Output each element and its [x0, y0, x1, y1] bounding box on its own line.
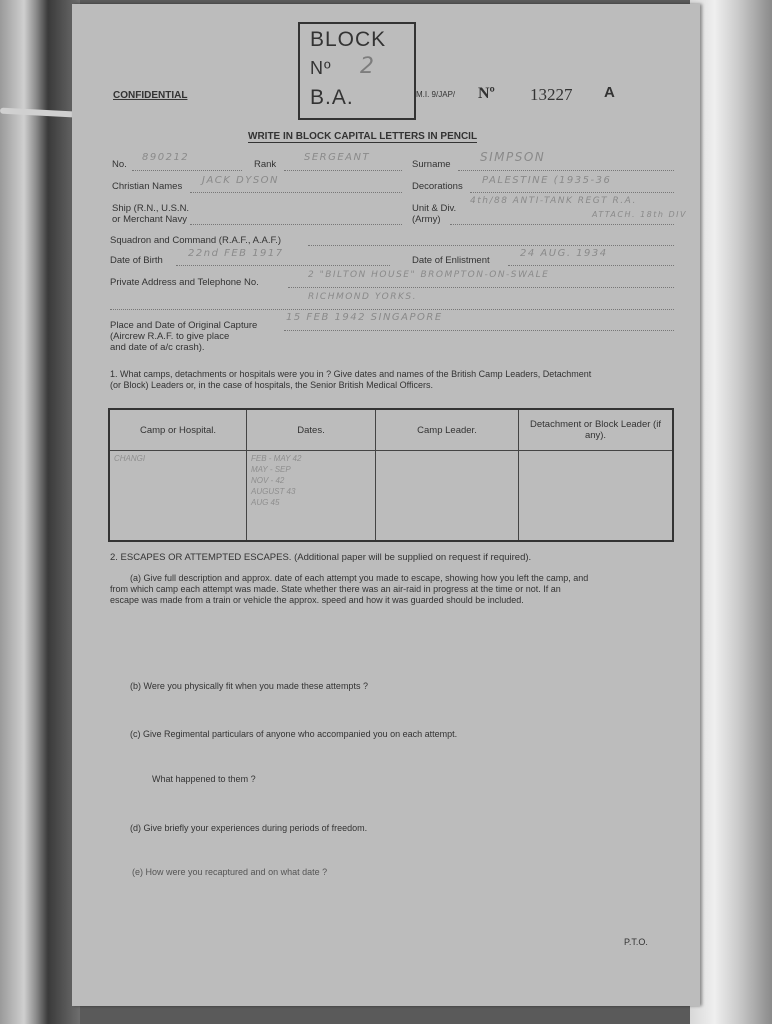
block-stamp-line: BLOCK	[310, 28, 387, 51]
address-label: Private Address and Telephone No.	[110, 277, 259, 288]
unit-label-2: (Army)	[412, 214, 441, 225]
block-stamp-line: B.A.	[310, 86, 354, 109]
cell-line: MAY - SEP	[251, 465, 291, 474]
detachment-leader-cell	[519, 451, 674, 542]
ship-label-1: Ship (R.N., U.S.N.	[112, 203, 190, 214]
page-stack-edge	[690, 0, 772, 1024]
address-value-2: RICHMOND YORKS.	[308, 292, 417, 302]
ref-number: 13227	[530, 85, 573, 104]
cell-line: AUG 45	[251, 498, 280, 507]
confidential-label: CONFIDENTIAL	[113, 90, 188, 101]
q2-c2: What happened to them ?	[152, 774, 256, 784]
header-camp-leader: Camp Leader.	[376, 409, 519, 451]
surname-value: SIMPSON	[480, 150, 546, 164]
block-handwritten: 2	[360, 54, 375, 79]
rank-label: Rank	[254, 159, 277, 170]
enlistment-label: Date of Enlistment	[412, 255, 490, 266]
table-header-row	[109, 409, 673, 451]
address-value-1: 2 "BILTON HOUSE" BROMPTON-ON-SWALE	[308, 270, 550, 280]
q1-text-1: 1. What camps, detachments or hospitals were you in ? Give dates and names of the British Camp Leaders, Detachment	[110, 369, 592, 379]
squadron-label: Squadron and Command (R.A.F., A.A.F.)	[110, 235, 282, 246]
no-label: No.	[112, 159, 127, 170]
dob-value: 22nd FEB 1917	[188, 248, 284, 259]
q2-title: 2. ESCAPES OR ATTEMPTED ESCAPES. (Additional paper will be supplied on request if required).	[110, 552, 532, 563]
capture-label-1: Place and Date of Original Capture	[110, 320, 258, 331]
capture-value: 15 FEB 1942 SINGAPORE	[286, 312, 443, 323]
ref-prefix: M.I. 9/JAP/	[416, 90, 456, 99]
ref-suffix: A	[604, 84, 615, 101]
rank-value: SERGEANT	[304, 152, 371, 163]
q2-e: (e) How were you recaptured and on what date ?	[132, 867, 328, 877]
q2-a-line-3: escape was made from a train or vehicle the approx. speed and how it was guarded should be included.	[110, 595, 524, 605]
enlistment-value: 24 AUG. 1934	[520, 248, 608, 259]
cell-line: NOV - 42	[251, 476, 285, 485]
q2-c: (c) Give Regimental particulars of anyone who accompanied you on each attempt.	[130, 729, 458, 739]
q2-a-line-2: from which camp each attempt was made. State whether there was an air-raid in progress at the time or not. If an	[110, 584, 561, 594]
ref-no-label: Nº	[478, 85, 495, 102]
binder-left-edge	[0, 0, 80, 1024]
q1-text-2: (or Block) Leaders or, in the case of hospitals, the Senior British Medical Officers.	[110, 380, 433, 390]
q2-b: (b) Were you physically fit when you made these attempts ?	[130, 681, 368, 691]
header-detachment-leader: Detachment or Block Leader (if any).	[519, 409, 674, 451]
block-stamp	[298, 22, 416, 120]
table-row	[109, 451, 673, 542]
camps-table	[108, 408, 674, 542]
camp-leader-cell	[376, 451, 519, 542]
form-page	[72, 4, 700, 1006]
q2-d: (d) Give briefly your experiences during periods of freedom.	[130, 823, 368, 833]
unit-value-2: ATTACH. 18th DIV	[592, 210, 688, 219]
header-dates: Dates.	[247, 409, 376, 451]
decorations-label: Decorations	[412, 181, 463, 192]
capture-label-3: and date of a/c crash).	[110, 342, 205, 353]
instruction-heading: WRITE IN BLOCK CAPITAL LETTERS IN PENCIL	[248, 131, 478, 142]
pto-label: P.T.O.	[624, 937, 648, 947]
unit-value-1: 4th/88 ANTI-TANK REGT R.A.	[470, 196, 637, 206]
dob-label: Date of Birth	[110, 255, 163, 266]
cell-line: AUGUST 43	[251, 487, 296, 496]
q2-a-line-1: (a) Give full description and approx. date of each attempt you made to escape, showing how you left the camp, and	[130, 573, 589, 583]
unit-label-1: Unit & Div.	[412, 203, 457, 214]
surname-label: Surname	[412, 159, 451, 170]
cell-line: CHANGI	[114, 454, 146, 463]
cell-line: FEB - MAY 42	[251, 454, 302, 463]
header-camp: Camp or Hospital.	[109, 409, 247, 451]
christian-names-label: Christian Names	[112, 181, 183, 192]
camp-cell	[109, 451, 247, 542]
no-value: 890212	[142, 152, 190, 163]
christian-names-value: JACK DYSON	[202, 175, 280, 186]
block-stamp-line: Nº	[310, 58, 332, 78]
capture-label-2: (Aircrew R.A.F. to give place	[110, 331, 230, 342]
decorations-value: PALESTINE (1935-36	[482, 175, 612, 186]
ship-label-2: or Merchant Navy	[112, 214, 187, 225]
dates-cell	[247, 451, 376, 542]
